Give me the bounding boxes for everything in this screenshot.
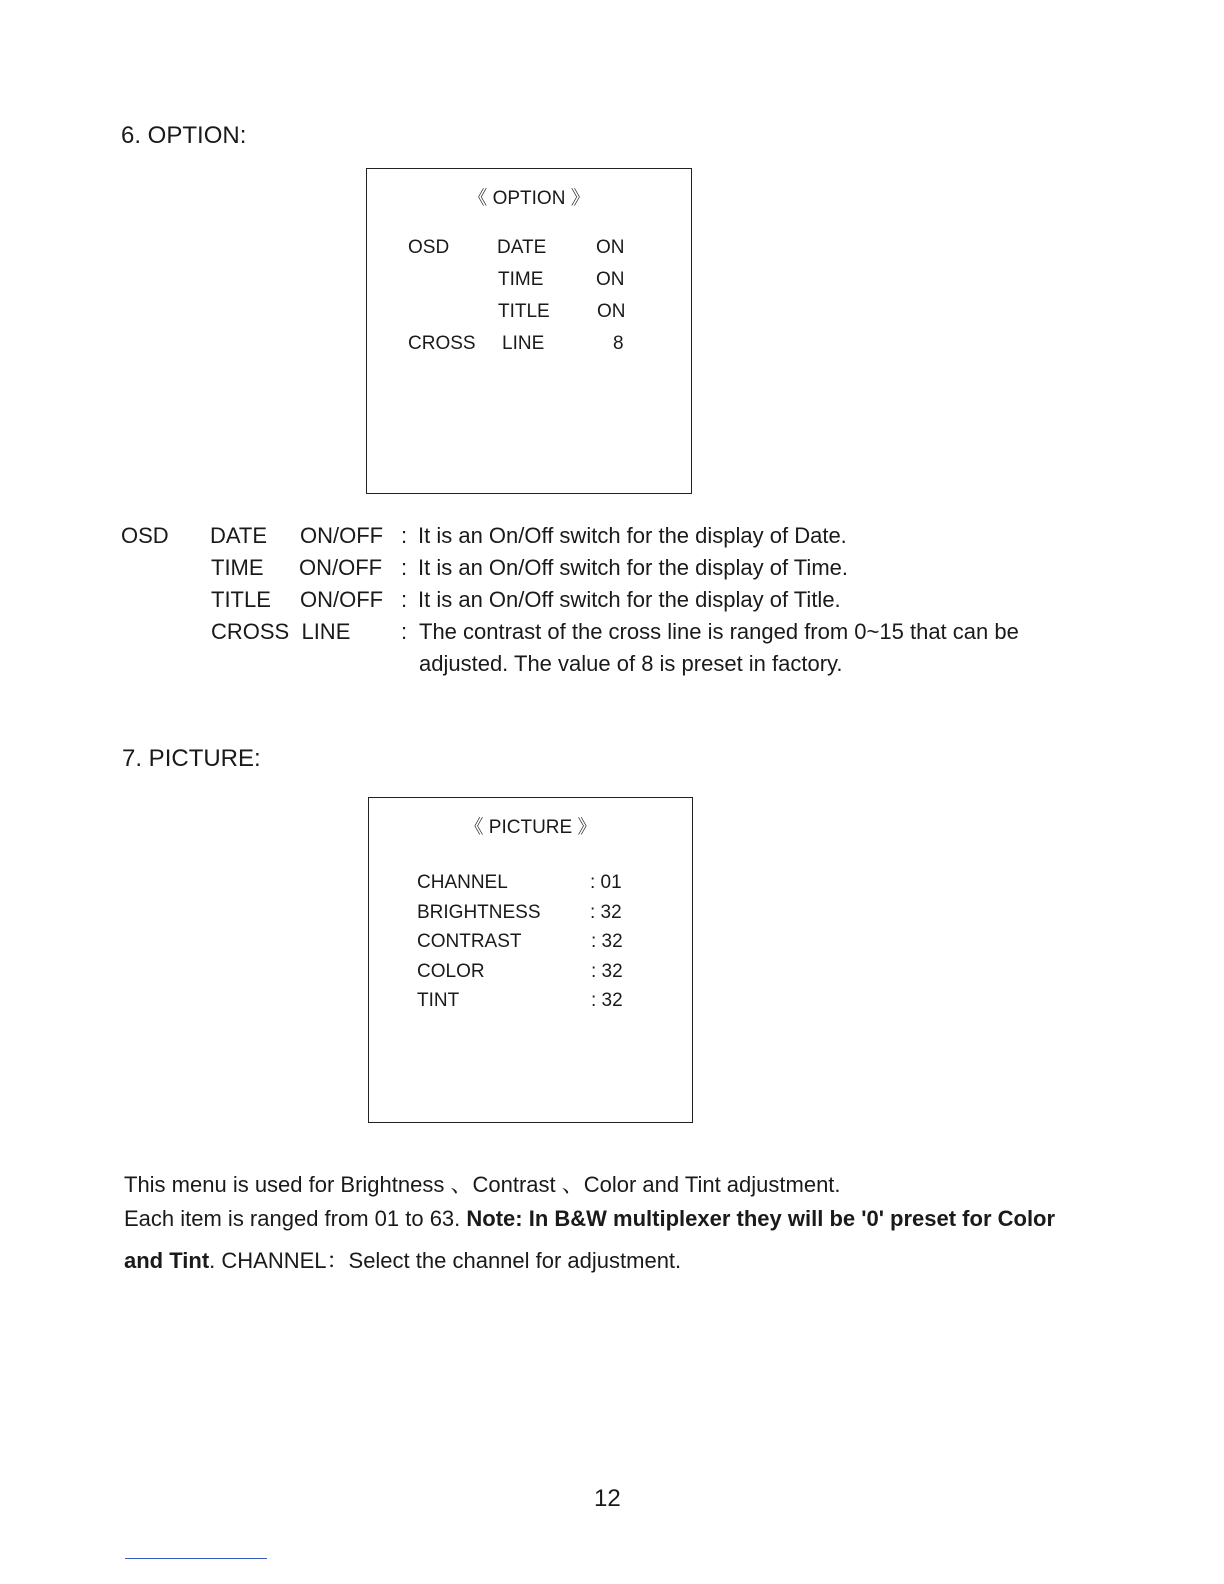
picture-row-value: : 32 xyxy=(590,902,622,923)
option-menu-title-text: OPTION xyxy=(492,188,566,209)
picture-row-label: CONTRAST xyxy=(417,931,522,952)
picture-paragraph-line-2 xyxy=(124,1206,1055,1232)
note-text: Note: In B&W multiplexer they will be '0' preset for Color xyxy=(466,1206,1056,1231)
note-text-continued: and Tint xyxy=(124,1248,210,1273)
picture-paragraph-line-1: This menu is used for Brightness 、Contrast 、Color and Tint adjustment. xyxy=(124,1172,841,1197)
option-row-item: TIME xyxy=(498,269,544,290)
option-row-item: LINE xyxy=(502,333,545,354)
picture-row-label: CHANNEL xyxy=(417,872,508,893)
range-text: Each item is ranged from 01 to 63. xyxy=(124,1206,467,1231)
desc-item: TIME xyxy=(211,555,264,580)
option-row-group: OSD xyxy=(408,237,450,258)
option-row-item: DATE xyxy=(497,237,547,258)
desc-text: It is an On/Off switch for the display of Date. xyxy=(418,523,847,548)
option-menu-title xyxy=(367,183,691,210)
desc-group: OSD xyxy=(121,523,169,548)
picture-menu-title xyxy=(369,812,692,839)
picture-row-label: BRIGHTNESS xyxy=(417,902,541,923)
desc-item: TITLE xyxy=(211,587,271,612)
option-row-value: ON xyxy=(596,237,625,258)
option-row-value: ON xyxy=(597,301,626,322)
desc-item: DATE xyxy=(210,523,268,548)
picture-paragraph-line-3 xyxy=(124,1244,681,1275)
desc-text: The contrast of the cross line is ranged from 0~15 that can be xyxy=(419,619,1019,644)
desc-setting: ON/OFF xyxy=(300,523,384,548)
title-bracket-left: 《 xyxy=(468,188,488,209)
picture-row-label: COLOR xyxy=(417,961,485,982)
desc-separator: : xyxy=(401,587,408,612)
title-bracket-right: 》 xyxy=(570,188,590,209)
title-bracket-right: 》 xyxy=(577,817,597,838)
option-row-item: TITLE xyxy=(498,301,550,322)
desc-separator: : xyxy=(401,619,408,644)
desc-separator: : xyxy=(401,523,408,548)
desc-setting: ON/OFF xyxy=(300,587,384,612)
channel-text: . CHANNEL：Select the channel for adjustment. xyxy=(209,1248,682,1273)
option-row-group: CROSS xyxy=(408,333,476,354)
picture-row-value: : 32 xyxy=(591,961,623,982)
footer-rule xyxy=(125,1558,267,1559)
picture-row-label: TINT xyxy=(417,990,460,1011)
desc-text: It is an On/Off switch for the display of Title. xyxy=(418,587,841,612)
section-7-heading: 7. PICTURE: xyxy=(122,745,261,772)
page-number: 12 xyxy=(594,1485,621,1512)
picture-menu-title-text: PICTURE xyxy=(488,817,573,838)
desc-item: CROSS LINE xyxy=(211,619,351,644)
option-row-value: ON xyxy=(596,269,625,290)
desc-text-continued: adjusted. The value of 8 is preset in factory. xyxy=(419,651,843,676)
picture-row-value: : 01 xyxy=(590,872,622,893)
title-bracket-left: 《 xyxy=(464,817,484,838)
desc-setting: ON/OFF xyxy=(299,555,383,580)
picture-row-value: : 32 xyxy=(591,990,623,1011)
option-row-value: 8 xyxy=(613,333,624,354)
section-6-heading: 6. OPTION: xyxy=(121,122,247,149)
picture-menu-box xyxy=(368,797,693,1123)
desc-text: It is an On/Off switch for the display of Time. xyxy=(418,555,848,580)
picture-row-value: : 32 xyxy=(591,931,623,952)
option-menu-box xyxy=(366,168,692,494)
desc-separator: : xyxy=(401,555,408,580)
